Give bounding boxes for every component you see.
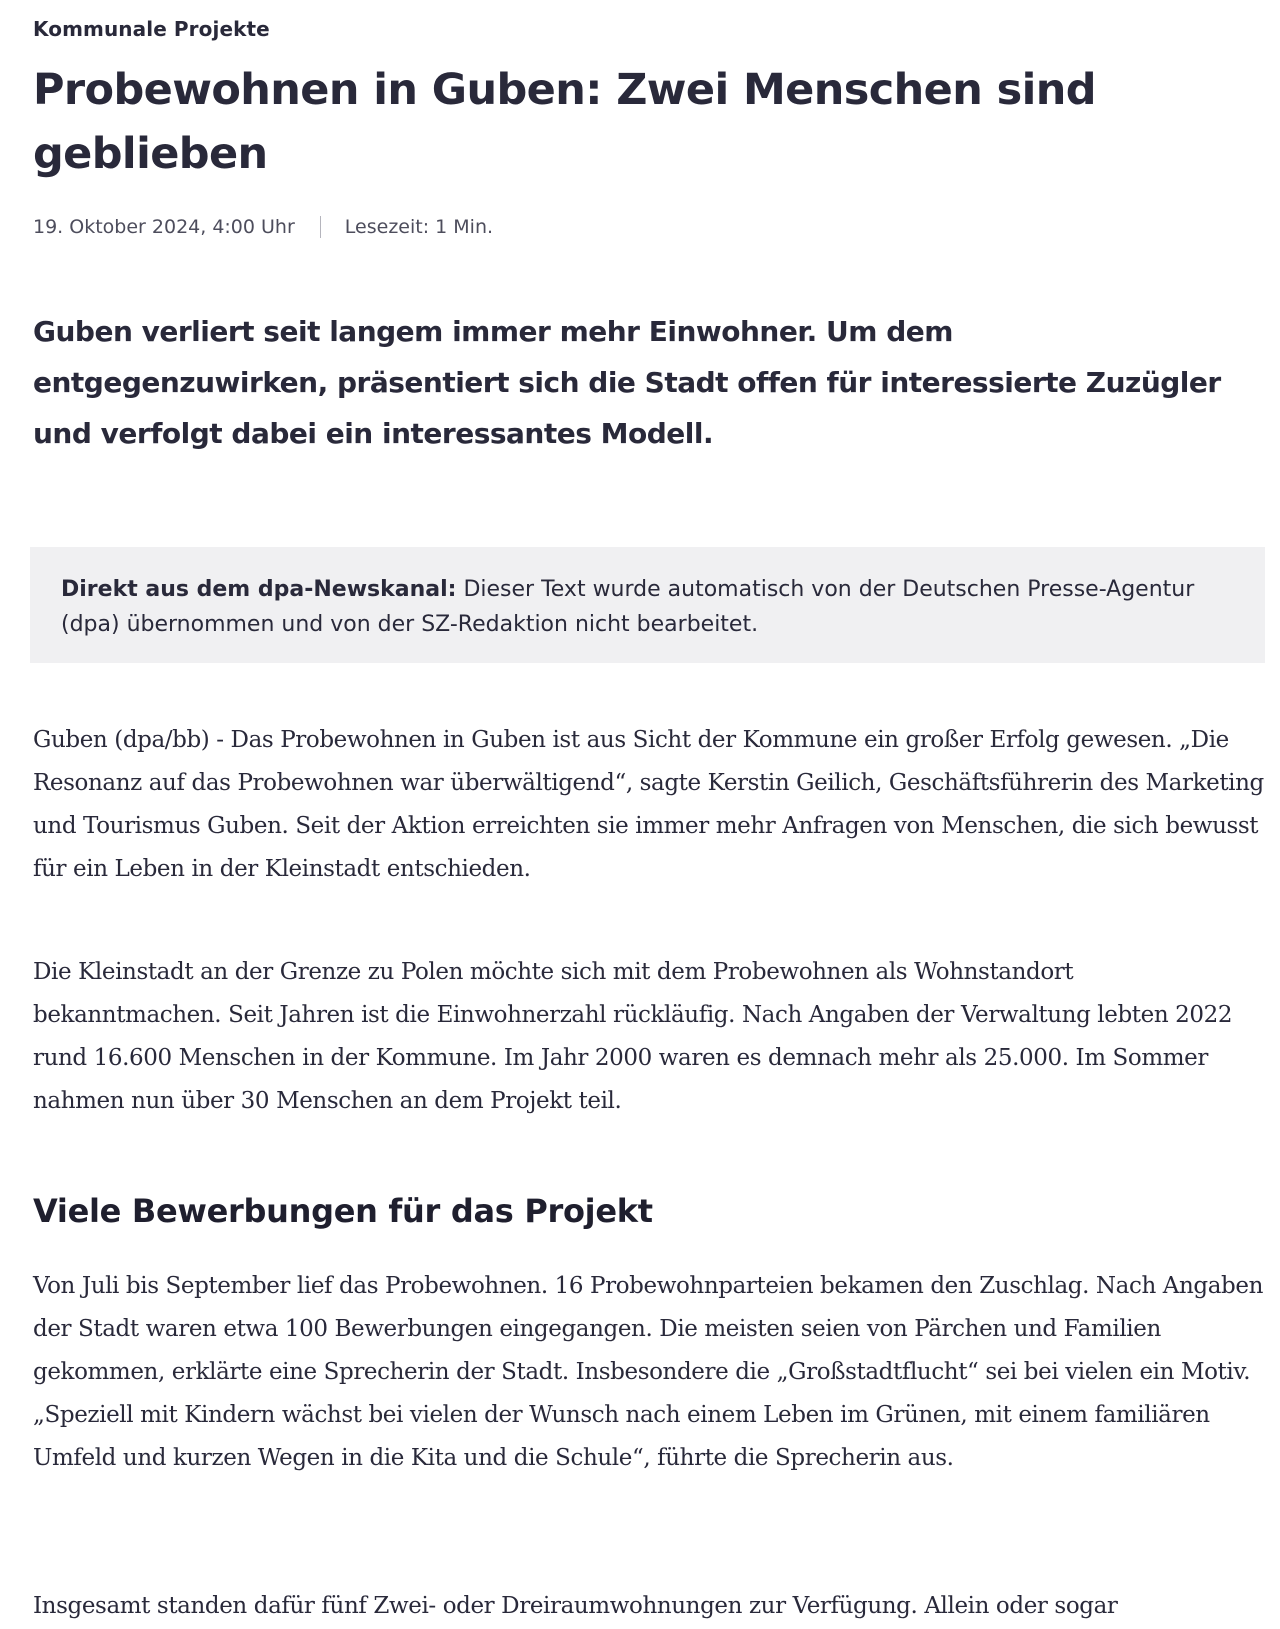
paragraph-3: Von Juli bis September lief das Probewohnen. 16 Probewohnparteien bekamen den Zuschlag. Nach Angaben der Stadt waren etwa 100 Bewerbungen eingegangen. Die meisten seien von Pärchen und Familien gekommen, erklärte eine Sprecherin der Stadt. Insbesondere die „Großstadtflucht“ sei bei vielen ein Motiv. „Speziell mit Kindern wächst bei vielen der Wunsch nach einem Leben im Grünen, mit einem familiären Umfeld und kurzen Wegen in die Kita und die Schule“, führte die Sprecherin aus. (33, 1273, 1263, 1471)
dpa-notice-label: Direkt aus dem dpa-Newskanal: (61, 577, 457, 602)
paragraph-4: Insgesamt standen dafür fünf Zwei- oder Dreiraumwohnungen zur Verfügung. Allein oder sogar (33, 1593, 1118, 1619)
dpa-notice-box (30, 547, 1265, 663)
reading-time: Lesezeit: 1 Min. (344, 216, 494, 238)
section-heading: Viele Bewerbungen für das Projekt (33, 1192, 653, 1230)
article-meta (33, 216, 493, 238)
dpa-notice-text: Dieser Text wurde automatisch von der Deutschen Presse-Agentur (dpa) übernommen und von der SZ-Redaktion nicht bearbeitet. (61, 577, 1195, 637)
article-teaser: Guben verliert seit langem immer mehr Einwohner. Um dem entgegenzuwirken, präsentiert sich die Stadt offen für interessierte Zuzügler und verfolgt dabei ein interessantes Modell. (33, 315, 1221, 450)
article-kicker: Kommunale Projekte (33, 17, 270, 41)
paragraph-1: Guben (dpa/bb) - Das Probewohnen in Guben ist aus Sicht der Kommune ein großer Erfolg gewesen. „Die Resonanz auf das Probewohnen war überwältigend“, sagte Kerstin Geilich, Geschäftsführerin des Marketing und Tourismus Guben. Seit der Aktion erreichten sie immer mehr Anfragen von Menschen, die sich bewusst für ein Leben in der Kleinstadt entschieden. (33, 727, 1264, 882)
article-headline: Probewohnen in Guben: Zwei Menschen sind geblieben (33, 65, 1096, 179)
publish-date: 19. Oktober 2024, 4:00 Uhr (33, 216, 295, 238)
meta-divider (320, 216, 321, 238)
paragraph-2: Die Kleinstadt an der Grenze zu Polen möchte sich mit dem Probewohnen als Wohnstandort bekanntmachen. Seit Jahren ist die Einwohnerzahl rückläufig. Nach Angaben der Verwaltung lebten 2022 rund 16.600 Menschen in der Kommune. Im Jahr 2000 waren es demnach mehr als 25.000. Im Sommer nahmen nun über 30 Menschen an dem Projekt teil. (33, 959, 1233, 1114)
